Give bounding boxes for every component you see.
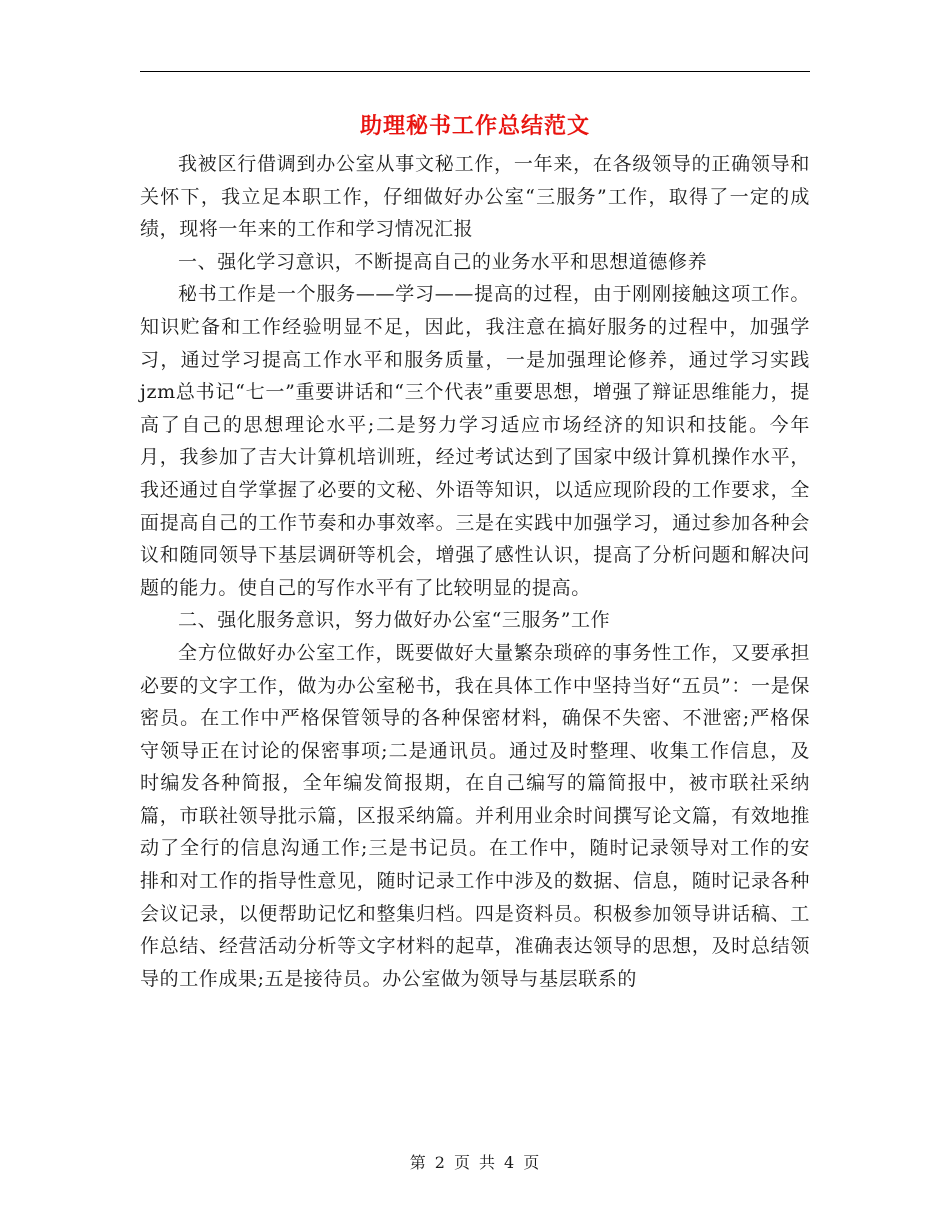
paragraph-intro: 我被区行借调到办公室从事文秘工作，一年来，在各级领导的正确领导和关怀下，我立足本职工作，仔细做好办公室“三服务”工作，取得了一定的成绩，现将一年来的工作和学习情况汇报 (140, 153, 810, 241)
section-heading-2: 二、强化服务意识，努力做好办公室“三服务”工作 (178, 609, 611, 632)
document-body (140, 148, 810, 995)
footer-label-total: 共 (479, 1153, 497, 1172)
page-footer (0, 1150, 950, 1173)
header-rule (140, 71, 810, 72)
section-heading-1: 一、强化学习意识，不断提高自己的业务水平和思想道德修养 (178, 250, 708, 273)
footer-label-total-unit: 页 (523, 1153, 541, 1172)
document-title: 助理秘书工作总结范文 (359, 113, 590, 139)
footer-page-current: 2 (434, 1153, 446, 1172)
footer-page-total: 4 (504, 1153, 516, 1172)
footer-label-page: 第 (409, 1153, 427, 1172)
footer-label-page-unit: 页 (453, 1153, 471, 1172)
paragraph-section-2: 全方位做好办公室工作，既要做好大量繁杂琐碎的事务性工作，又要承担必要的文字工作，做为办公室秘书，我在具体工作中坚持当好“五员”：一是保密员。在工作中严格保管领导的各种保密材料，确保不失密、不泄密;严格保守领导正在讨论的保密事项;二是通讯员。通过及时整理、收集工作信息，及时编发各种简报，全年编发简报期，在自己编写的篇简报中，被市联社采纳篇，市联社领导批示篇，区报采纳篇。并利用业余时间撰写论文篇，有效地推动了全行的信息沟通工作;三是书记员。在工作中，随时记录领导对工作的安排和对工作的指导性意见，随时记录工作中涉及的数据、信息，随时记录各种会议记录，以便帮助记忆和整集归档。四是资料员。积极参加领导讲话稿、工作总结、经营活动分析等文字材料的起草，准确表达领导的思想，及时总结领导的工作成果;五是接待员。办公室做为领导与基层联系的 (140, 641, 810, 990)
paragraph-section-1: 秘书工作是一个服务——学习——提高的过程，由于刚刚接触这项工作。知识贮备和工作经验明显不足，因此，我注意在搞好服务的过程中，加强学习，通过学习提高工作水平和服务质量，一是加强理论修养，通过学习实践jzm总书记“七一”重要讲话和“三个代表”重要思想，增强了辩证思维能力，提高了自己的思想理论水平;二是努力学习适应市场经济的知识和技能。今年月，我参加了吉大计算机培训班，经过考试达到了国家中级计算机操作水平，我还通过自学掌握了必要的文秘、外语等知识，以适应现阶段的工作要求，全面提高自己的工作节奏和办事效率。三是在实践中加强学习，通过参加各种会议和随同领导下基层调研等机会，增强了感性认识，提高了分析问题和解决问题的能力。使自己的写作水平有了比较明显的提高。 (140, 283, 810, 599)
